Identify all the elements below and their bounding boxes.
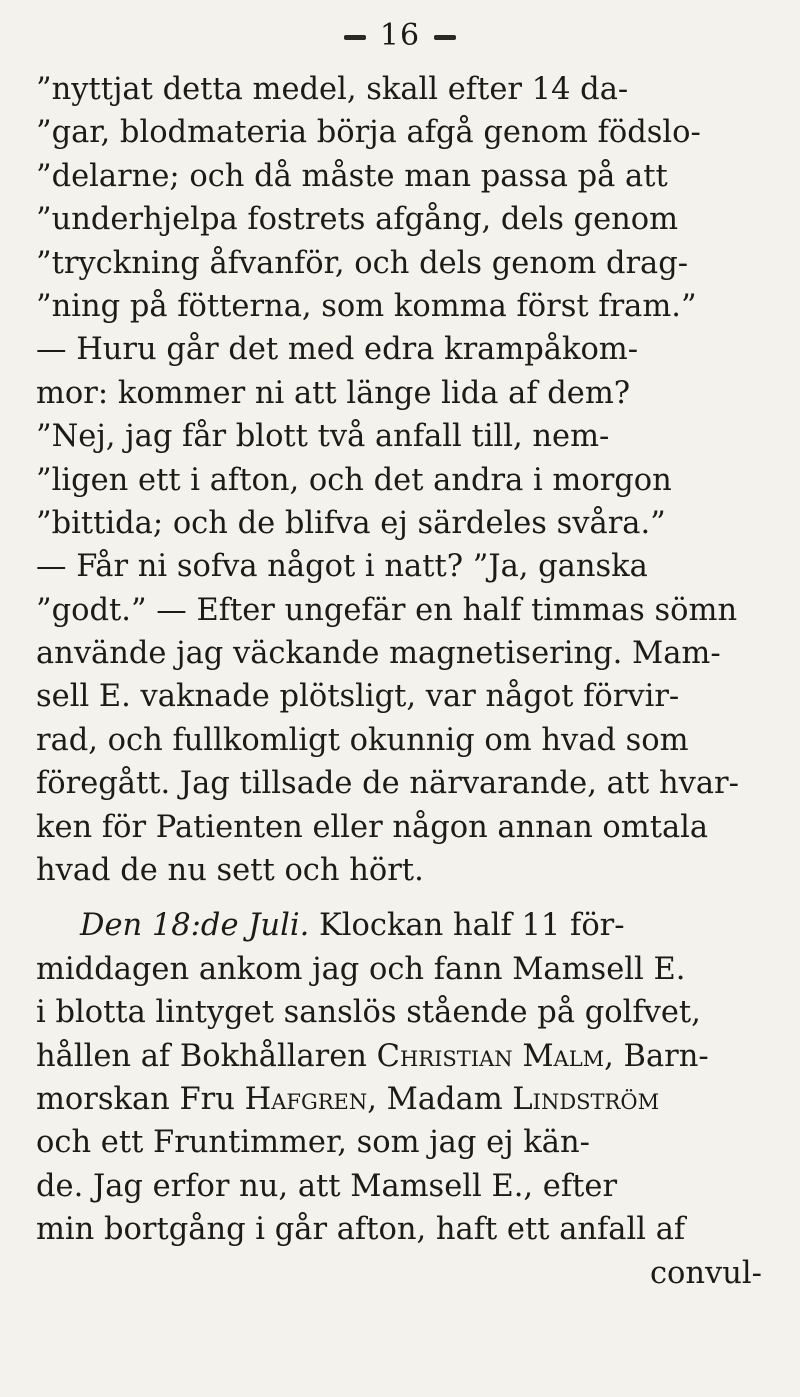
text-line: ”godt.” — Efter ungefär en half timmas sömn: [36, 592, 738, 628]
catchword: convul-: [649, 1255, 762, 1291]
header-ornament-left: [344, 35, 366, 40]
page-body: [36, 68, 786, 1295]
text-line: ”tryckning åfvanför, och dels genom drag-: [36, 245, 689, 281]
text-line: ken för Patienten eller någon annan omtala: [36, 809, 709, 845]
text-fragment: , Madam: [367, 1081, 513, 1117]
text-line: föregått. Jag tillsade de närvarande, att hvar-: [36, 766, 739, 802]
page-header: [0, 18, 800, 53]
text-line: och ett Fruntimmer, som jag ej kän-: [36, 1125, 590, 1161]
text-line: middagen ankom jag och fann Mamsell E.: [36, 951, 686, 987]
text-line: — Huru går det med edra krampåkom-: [36, 332, 639, 368]
text-line: rad, och fullkomligt okunnig om hvad som: [36, 722, 689, 758]
person-name: Christian Malm: [376, 1038, 605, 1074]
text-line: [36, 1078, 786, 1121]
paragraph-1: [36, 68, 786, 892]
text-line: ”gar, blodmateria börja afgå genom födslo-: [36, 115, 701, 151]
text-line: sell E. vaknade plötsligt, var något förvir-: [36, 679, 680, 715]
text-line: använde jag väckande magnetisering. Mam-: [36, 636, 721, 672]
header-ornament-right: [434, 35, 456, 40]
text-line: ”Nej, jag får blott två anfall till, nem-: [36, 419, 610, 455]
person-name: Lindström: [512, 1081, 660, 1117]
text-line: ”nyttjat detta medel, skall efter 14 da-: [36, 72, 629, 107]
person-name: Hafgren: [244, 1081, 368, 1117]
text-line: ”underhjelpa fostrets afgång, dels genom: [36, 202, 679, 238]
paragraph-gap: [36, 892, 786, 904]
text-fragment: hållen af Bokhållaren: [36, 1038, 377, 1074]
text-line: ”delarne; och då måste man passa på att: [36, 158, 668, 194]
text-line: ”ligen ett i afton, och det andra i morgon: [36, 462, 672, 498]
text-line: de. Jag erfor nu, att Mamsell E., efter: [36, 1168, 618, 1204]
text-line: [36, 904, 786, 947]
entry-date: Den 18:de Juli.: [80, 908, 310, 944]
text-line: min bortgång i går afton, haft ett anfall af: [36, 1212, 686, 1248]
text-line: mor: kommer ni att länge lida af dem?: [36, 375, 631, 411]
text-line: hvad de nu sett och hört.: [36, 853, 424, 889]
text-line: ”ning på fötterna, som komma först fram.”: [36, 288, 697, 324]
text-line: ”bittida; och de blifva ej särdeles svåra.”: [36, 505, 666, 541]
paragraph-2: [36, 904, 786, 1295]
text-fragment: Klockan half 11 för-: [309, 908, 625, 944]
text-line: [36, 1035, 786, 1078]
text-fragment: , Barn-: [604, 1038, 709, 1074]
text-fragment: morskan Fru: [36, 1081, 245, 1117]
page-number: 16: [379, 18, 421, 53]
text-line: — Får ni sofva något i natt? ”Ja, ganska: [36, 549, 648, 585]
text-line: i blotta lintyget sanslös stående på golfvet,: [36, 995, 701, 1031]
